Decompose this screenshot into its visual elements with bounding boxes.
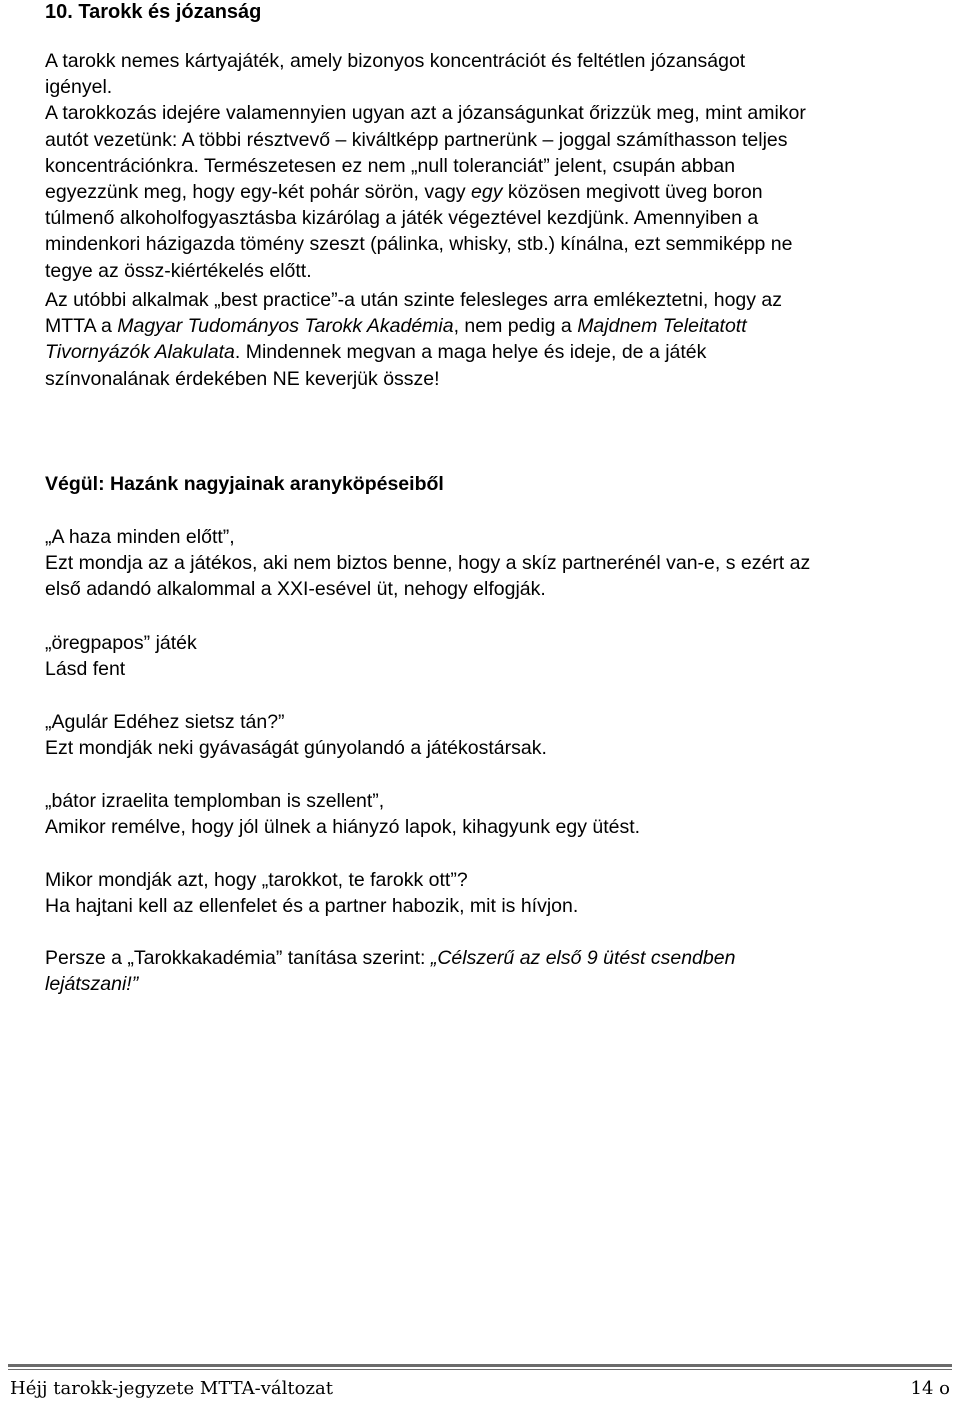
quote-text: Mikor mondják azt, hogy „tarokkot, te farokk ott”? [45, 869, 468, 891]
text-segment: , nem pedig a [453, 315, 578, 338]
quote-explanation: Ha hajtani kell az ellenfelet és a partner habozik, mit is hívjon. [45, 895, 579, 918]
text-line [45, 339, 950, 365]
text-line [45, 313, 950, 339]
italic-emphasis: Majdnem Teleitatott [577, 315, 747, 338]
footer-title: Héjj tarokk-jegyzete MTTA-változat [10, 1378, 333, 1399]
text-segment: egyezzünk meg, hogy egy-két pohár sörön, vagy [45, 181, 471, 204]
quote-explanation: Ezt mondja az a játékos, aki nem biztos benne, hogy a skíz partnerénél van-e, s ezért az [45, 552, 811, 575]
italic-emphasis: lejátszani!” [45, 973, 139, 996]
text-segment: Persze a „Tarokkakadémia” tanítása szerint: [45, 947, 431, 969]
paragraph-mtta [45, 287, 950, 392]
quote-explanation: Ezt mondják neki gyávaságát gúnyolandó a játékostársak. [45, 737, 547, 760]
text-line: A tarokkozás idejére valamennyien ugyan azt a józanságunkat őrizzük meg, mint amikor [45, 102, 806, 125]
quote-item [45, 630, 950, 682]
text-segment: . Mindennek megvan a maga helye és ideje, de a játék [234, 341, 707, 364]
subsection-title: Végül: Hazánk nagyjainak aranyköpéseiből [45, 473, 444, 495]
quote-text: „bátor izraelita templomban is szellent”, [45, 790, 385, 812]
text-line [45, 179, 950, 205]
quote-item [45, 945, 950, 997]
text-line: mindenkori házigazda tömény szeszt (pálinka, whisky, stb.) kínálna, ezt semmiképp ne [45, 233, 793, 256]
text-segment: közösen megivott üveg boron [502, 181, 763, 204]
italic-emphasis: Magyar Tudományos Tarokk Akadémia [117, 315, 454, 338]
text-line: Az utóbbi alkalmak „best practice”-a után szinte felesleges arra emlékeztetni, hogy az [45, 289, 783, 311]
text-line: színvonalának érdekében NE keverjük össze! [45, 367, 440, 390]
quote-item [45, 867, 950, 919]
quote-item [45, 709, 950, 761]
quote-explanation: Lásd fent [45, 658, 126, 681]
text-segment: MTTA a [45, 315, 118, 338]
quote-text [45, 971, 950, 997]
quote-explanation: első adandó alkalommal a XXI-esével üt, nehogy elfogják. [45, 578, 546, 601]
quote-text: „A haza minden előtt”, [45, 526, 235, 548]
footer-divider [8, 1364, 952, 1367]
italic-emphasis: Tivornyázók Alakulata [45, 341, 235, 364]
text-line: A tarokk nemes kártyajáték, amely bizonyos koncentrációt és feltétlen józanságot [45, 50, 746, 72]
text-line: autót vezetünk: A többi résztvevő – kiváltképp partnerünk – joggal számíthasson teljes [45, 128, 788, 151]
quote-text [45, 945, 950, 971]
paragraph-sobriety [45, 48, 950, 284]
text-line: koncentrációnkra. Természetesen ez nem „null toleranciát” jelent, csupán abban [45, 154, 736, 177]
italic-emphasis: „Célszerű az első 9 ütést csendben [430, 947, 736, 969]
quote-item [45, 788, 950, 840]
quote-item [45, 524, 950, 603]
text-line: túlmenő alkoholfogyasztásba kizárólag a játék végeztével kezdjünk. Amennyiben a [45, 207, 759, 230]
italic-emphasis: egy [471, 181, 503, 204]
footer-divider [8, 1369, 952, 1370]
text-line: tegye az össz-kiértékelés előtt. [45, 259, 312, 282]
section-title: 10. Tarokk és józanság [45, 1, 262, 23]
quote-explanation: Amikor remélve, hogy jól ülnek a hiányzó lapok, kihagyunk egy ütést. [45, 816, 641, 839]
page-number: 14 o [910, 1378, 950, 1399]
quote-text: „Agulár Edéhez sietsz tán?” [45, 711, 285, 733]
quote-text: „öregpapos” játék [45, 632, 197, 654]
text-line: igényel. [45, 76, 113, 99]
